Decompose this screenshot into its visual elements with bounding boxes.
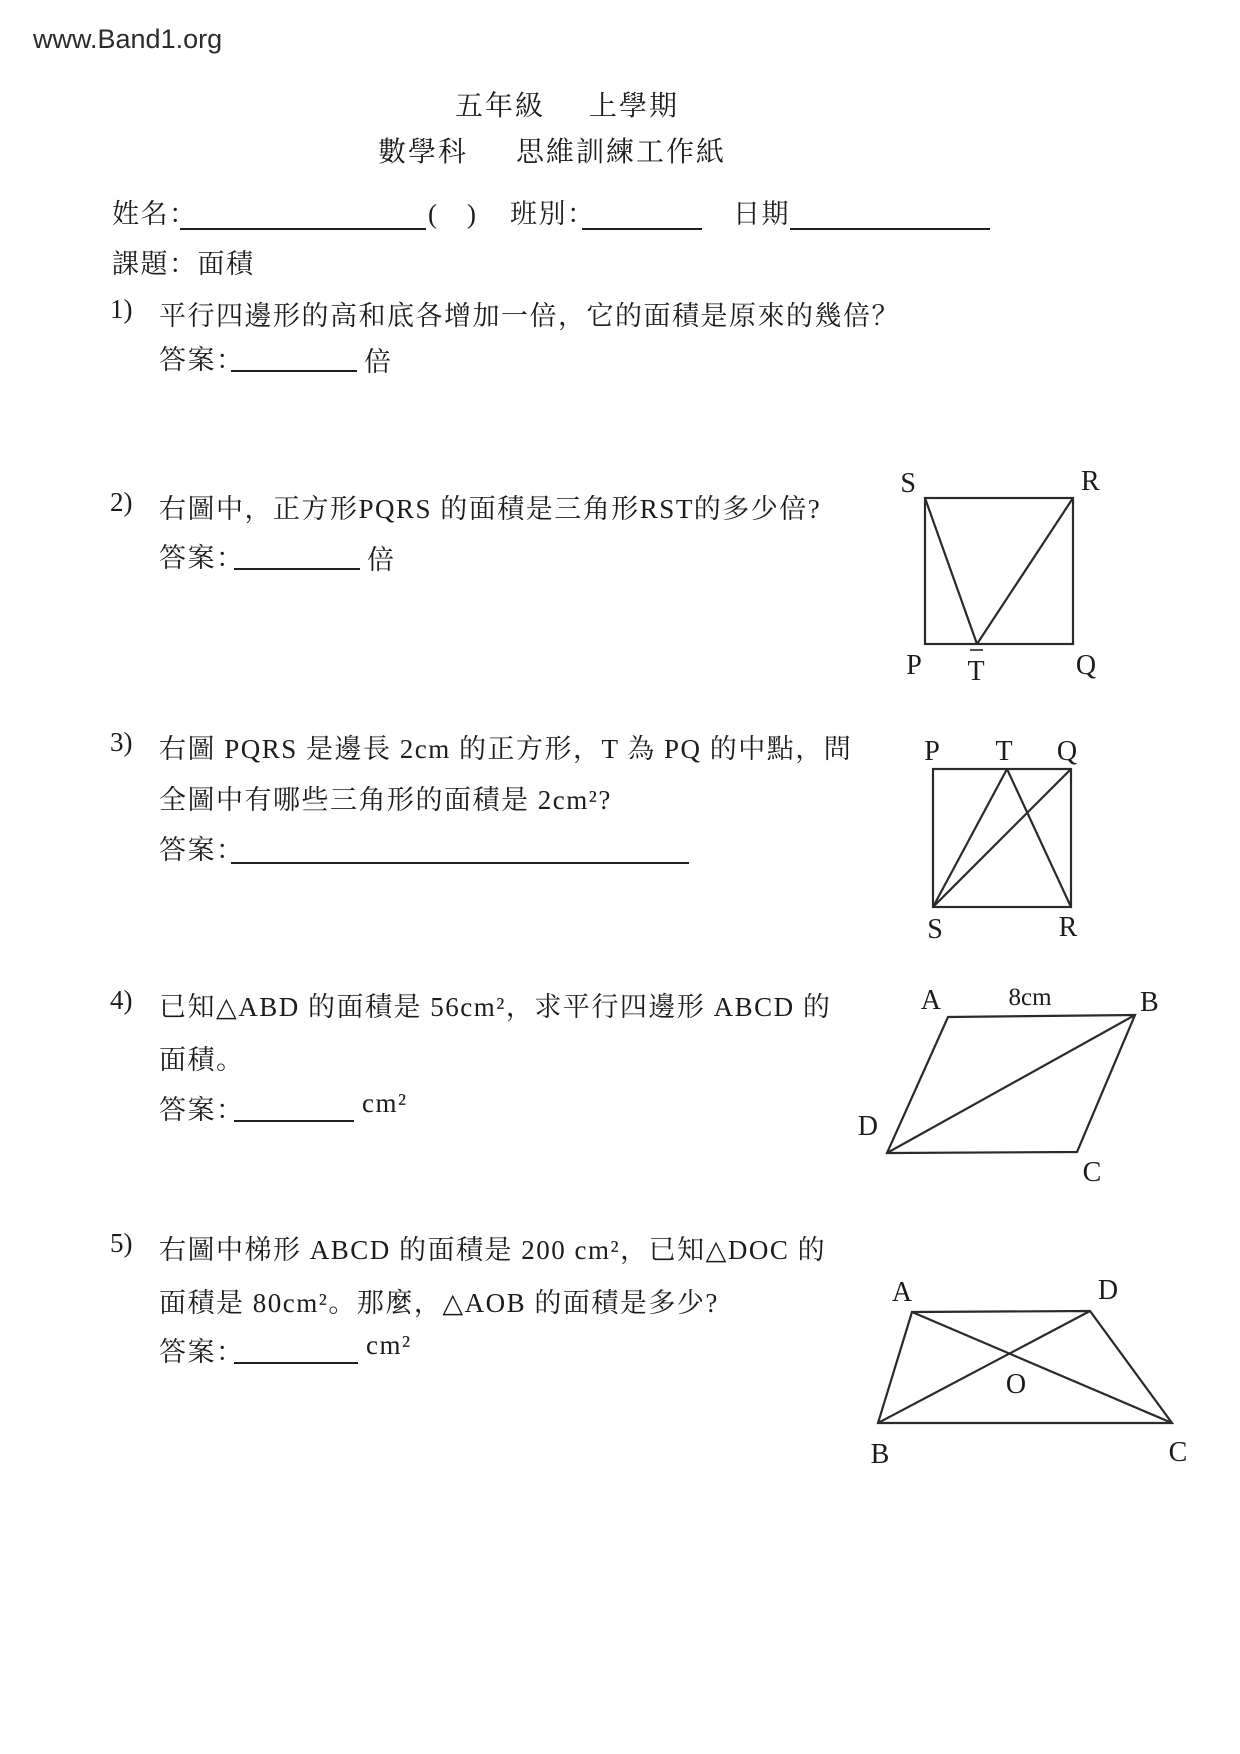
vertex-label-c: C: [1082, 1157, 1102, 1188]
vertex-label-a: A: [920, 985, 941, 1016]
question-4-text-line1: 已知△ABD 的面積是 56cm²，求平行四邊形 ABCD 的: [159, 992, 832, 1022]
question-4-answer-label: 答案：: [159, 1095, 245, 1125]
trapezoid-outline: [878, 1311, 1172, 1423]
class-blank-line: [582, 192, 702, 230]
figure-trapezoid-abcd: [840, 1235, 1210, 1500]
diagonal-a-c: [912, 1312, 1172, 1423]
question-3-text-line1: 右圖 PQRS 是邊長 2cm 的正方形，T 為 PQ 的中點，問: [159, 734, 853, 764]
question-4-number: 4): [110, 985, 133, 1015]
segment-s-t: [933, 769, 1007, 907]
dimension-label-8cm: 8cm: [1008, 984, 1052, 1011]
segment-r-t: [977, 498, 1073, 644]
class-label: 班別：: [510, 199, 596, 229]
grade-label: 五年級: [455, 91, 546, 122]
question-2-text: 右圖中，正方形PQRS 的面積是三角形RST的多少倍?: [159, 494, 822, 524]
segment-s-q: [933, 769, 1071, 907]
vertex-label-a: A: [891, 1277, 913, 1308]
question-4-answer-unit: cm²: [362, 1088, 408, 1118]
vertex-label-q: Q: [1056, 736, 1078, 767]
question-3-number: 3): [110, 727, 133, 757]
term-label: 上學期: [589, 91, 680, 122]
vertex-label-s: S: [927, 914, 943, 945]
question-1-answer-blank: [231, 338, 357, 372]
intersection-label-o: O: [1005, 1369, 1027, 1400]
vertex-label-d: D: [1097, 1275, 1119, 1306]
question-2-answer-blank: [234, 536, 360, 570]
site-watermark: www.Band1.org: [33, 24, 223, 54]
question-5-text-line1: 右圖中梯形 ABCD 的面積是 200 cm²，已知△DOC 的: [159, 1235, 827, 1265]
vertex-label-b: B: [1140, 987, 1159, 1018]
topic-label: 課題：面積: [112, 249, 255, 279]
vertex-label-t: T: [995, 736, 1013, 767]
vertex-label-s: S: [900, 468, 916, 499]
vertex-label-p: P: [924, 736, 940, 767]
question-4-text-line2: 面積。: [159, 1045, 245, 1075]
segment-t-r: [1007, 769, 1071, 907]
worksheet-title: 思維訓練工作紙: [516, 137, 727, 168]
question-5-text-line2: 面積是 80cm²。那麼，△AOB 的面積是多少?: [159, 1288, 719, 1318]
vertex-label-t: T: [967, 656, 985, 687]
figure-square-srpq: [850, 430, 1130, 695]
header-subject-title: [378, 130, 726, 170]
vertex-label-q: Q: [1075, 650, 1097, 681]
figure-parallelogram-abcd: [830, 955, 1170, 1195]
question-5-answer-unit: cm²: [366, 1330, 412, 1360]
vertex-label-p: P: [906, 650, 922, 681]
question-3-answer-blank: [231, 828, 689, 864]
question-1-number: 1): [110, 294, 133, 324]
vertex-label-b: B: [870, 1439, 890, 1470]
question-5-answer-blank: [234, 1330, 358, 1364]
name-blank-line: [180, 192, 426, 230]
vertex-label-c: C: [1168, 1437, 1188, 1468]
figure-square-ptqsr: [880, 718, 1120, 953]
header-grade-term: [455, 84, 679, 124]
question-1-answer-label: 答案：: [159, 345, 245, 375]
date-label: 日期: [733, 199, 790, 229]
name-label: 姓名：: [112, 199, 198, 229]
diagonal-b-d: [878, 1311, 1090, 1423]
question-4-answer-blank: [234, 1088, 354, 1122]
question-3-answer-label: 答案：: [159, 835, 245, 865]
question-2-answer-label: 答案：: [159, 543, 245, 573]
vertex-label-r: R: [1058, 912, 1078, 943]
subject-label: 數學科: [378, 137, 469, 168]
vertex-label-r: R: [1081, 466, 1100, 497]
question-2-answer-unit: 倍: [367, 545, 396, 575]
date-blank-line: [790, 192, 990, 230]
segment-s-t: [925, 498, 977, 644]
question-3-text-line2: 全圖中有哪些三角形的面積是 2cm²?: [159, 785, 612, 815]
vertex-label-d: D: [857, 1111, 878, 1142]
question-2-number: 2): [110, 487, 133, 517]
question-1-answer-unit: 倍: [364, 347, 393, 377]
square-outline: [925, 498, 1073, 644]
class-number-parens: ( ): [428, 199, 478, 229]
question-5-number: 5): [110, 1228, 133, 1258]
question-5-answer-label: 答案：: [159, 1337, 245, 1367]
diagonal-d-b: [887, 1015, 1135, 1153]
question-1-text: 平行四邊形的高和底各增加一倍，它的面積是原來的幾倍？: [159, 301, 900, 331]
